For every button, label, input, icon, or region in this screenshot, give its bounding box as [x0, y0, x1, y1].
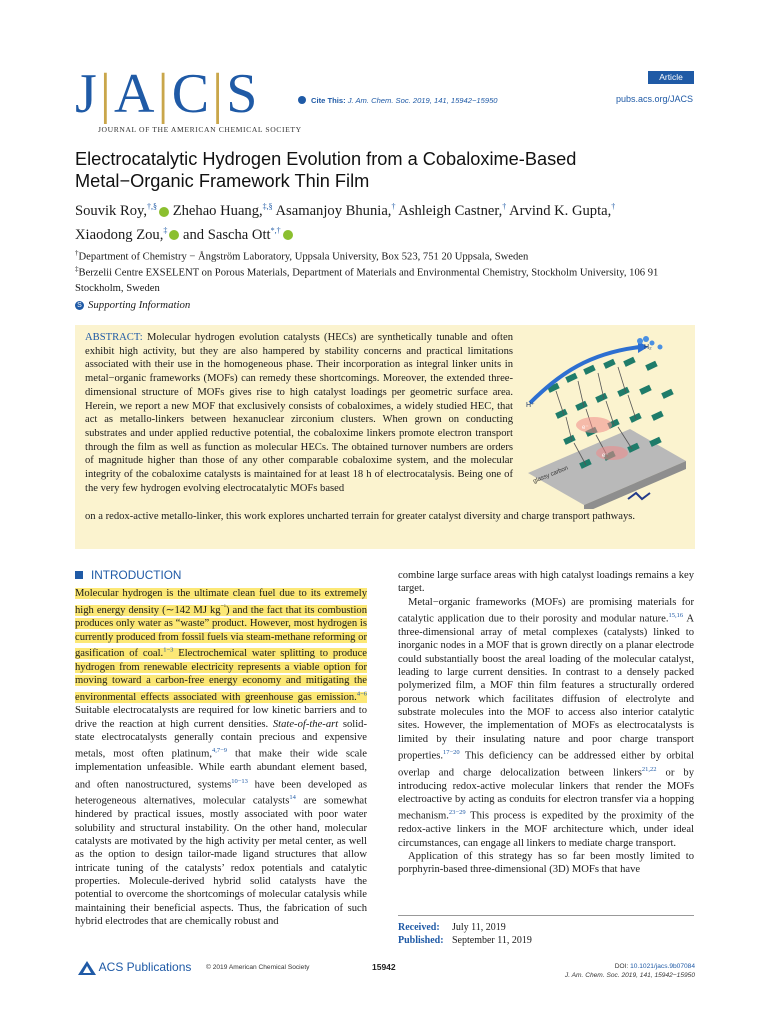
author[interactable]: Ashleigh Castner,† — [398, 202, 507, 219]
citation-link[interactable]: 14 — [289, 794, 296, 802]
abstract-text-tail: on a redox-active metallo-linker, this work explores uncharted terrain for greater catalyst diversity and charge transport pathways. — [85, 511, 636, 522]
affiliation: †Department of Chemistry − Ångström Laboratory, Uppsala University, Box 523, 751 20 Uppsala, Sweden — [75, 249, 529, 263]
toc-graphic — [520, 333, 688, 509]
cite-icon — [298, 96, 306, 104]
article-title: Electrocatalytic Hydrogen Evolution from a Cobaloxime-Based Metal−Organic Framework Thin Film — [75, 149, 577, 191]
toc-substrate-label: glassy carbon — [532, 465, 570, 485]
cite-this[interactable]: Cite This: J. Am. Chem. Soc. 2019, 141, 15942−15950 — [311, 96, 498, 105]
journal-url-link[interactable]: pubs.acs.org/JACS — [616, 94, 694, 104]
citation-link[interactable]: 21,22 — [641, 765, 657, 773]
author[interactable]: and Sascha Ott*,† — [183, 227, 293, 243]
journal-logo: J|A|C|S — [75, 63, 259, 125]
section-marker-icon — [75, 571, 83, 579]
citation-link[interactable]: 17−20 — [443, 749, 460, 756]
article-type-badge: Article — [648, 71, 694, 84]
author-list — [75, 197, 695, 245]
acs-logo-icon — [78, 961, 96, 975]
copyright: © 2019 American Chemical Society — [206, 964, 310, 971]
intro-right-column: combine large surface areas with high catalyst loadings remains a key target. Metal−organic frameworks (MOFs) are promising materials for catalytic application due to their porosity and modular nature.$^{15,16}$ A three-dimensional array of metal complexes (catalysts) linked to inorganic nodes in a MOF that is grown directly on a planar electrode could substantially boost the areal loading of the molecular catalyst, leading to large current densities. In contrast to a densely packed polymerized film, a MOF thin film features a structurally ordered porous network which facilitates diffusion of electrolyte and substrate molecules into the MOF to access also interior catalytic sites. However, the implementation of MOFs as electrocatalysts is limited by their insulating nature and poor charge transport properties.$^{17-20}$ This deficiency can be addressed either by orbital overlap and charge delocalization between linkers$^{21,22}$ or by introducing redox-active molecular linkers that render the MOFs electroactive by acting as conduits for electron transfer via a hopping mechanism.$^{23-29}$ This process is expedited by the proximity of the redox-active linkers in the MOF architecture which, under ideal circumstances, can engage all linkers to mediate charge transport. Application of this strategy has so far been mostly limited to porphyrin-based three-dimensional (3D) MOFs that have — [398, 570, 694, 876]
citation-link[interactable]: 4−6 — [356, 690, 367, 698]
affiliation: ‡Berzelii Centre EXSELENT on Porous Materials, Department of Materials and Environmental Chemistry, Stockholm University, 106 91 Stockholm, Sweden — [75, 265, 659, 294]
doi-block: DOI: 10.1021/jacs.9b07084 J. Am. Chem. Soc. 2019, 141, 15942−15950 — [564, 963, 695, 979]
citation-link[interactable]: 23−29 — [448, 809, 466, 817]
toc-electron-label: e⁻ — [582, 425, 589, 431]
author[interactable]: Xiaodong Zou,‡ — [75, 227, 179, 243]
toc-h2-label: H₂ — [644, 344, 652, 351]
author[interactable]: Asamanjoy Bhunia,† — [275, 202, 396, 219]
journal-subtitle: JOURNAL OF THE AMERICAN CHEMICAL SOCIETY — [98, 125, 302, 134]
citation-link[interactable]: 10−13 — [231, 777, 248, 785]
toc-hplus-label: H⁺ — [526, 402, 535, 409]
acs-publications-logo[interactable]: ACS Publications — [78, 960, 191, 975]
toc-electron-label: e⁻ — [602, 453, 609, 459]
author[interactable]: Zhehao Huang,‡,§ — [172, 202, 273, 219]
abstract-text: ABSTRACT: Molecular hydrogen evolution catalysts (HECs) are synthetically tunable and often exhibit high activity, but they are also hampered by stability concerns and practical limitations associated with their use in the homogeneous phase. Their incorporation as integral linker units in metal−organic frameworks (MOFs) can remedy these shortcomings. Moreover, the extended three-dimensional structure of MOFs gives rise to high catalyst loadings per geometric surface area. Herein, we report a new MOF that exclusively consists of cobaloximes, a widely studied HEC, that act as metallo-linkers between hexanuclear zirconium clusters. When grown on conducting substrates and under applied reductive potential, the cobaloxime linkers promote electron transport through the film as well as function as molecular HECs. The obtained turnover numbers are orders of magnitude higher than those of any other comparable cobaloxime system, and the molecular integrity of the cobaloxime catalysts is maintained for at least 18 h of electrocatalysis. Being one of the very few hydrogen evolving electrocatalytic MOFs based — [85, 332, 513, 494]
orcid-icon[interactable] — [159, 207, 169, 217]
received-date: Received: July 11, 2019 — [398, 922, 506, 933]
abstract-label: ABSTRACT: — [85, 332, 143, 343]
supporting-info-icon[interactable]: S — [75, 301, 84, 310]
citation-link[interactable]: 15,16 — [668, 612, 684, 620]
orcid-icon[interactable] — [169, 230, 179, 240]
intro-left-column: Molecular hydrogen is the ultimate clean fuel due to its extremely high energy density (∼142 MJ $kg^{^{-1}}$) and the fact that its combustion produces only water as “waste” product. However, most hydrogen is currently produced from fossil fuels via steam-methane reforming or gasification of coal.$^{1-3}$ Electrochemical water splitting to produce hydrogen from renewable electricity represents a viable option for moving toward a carbon-free energy economy and mitigating the environmental effects associated with greenhouse gas emission.$^{4-6}$ Suitable electrocatalysts are required for low kinetic barriers and to drive the reaction at high current densities. State-of-the-art solid-state electrocatalysts generally contain precious and expensive metals, most often platinum,$^{4,7-9}$ that make their wide scale implementation unfeasible. While earth abundant element based, and often nanostructured, systems$^{10-13}$ have been developed as heterogeneous alternatives, molecular catalysts$^{14}$ are somewhat hindered by practical issues, mostly associated with poor water solubility and structural instability. On the other hand, molecular catalysts are motivated by the high activity per metal center, as well as the option to design tailor-made ligand structures that allow intricate tuning of the catalysts’ redox potentials and catalytic properties. Molecule-derived hybrid solid catalysts have the potential to overcome the shortcomings of molecular catalysis while maintaining their beneficial aspects. Thus, the fabrication of such hybrid electrodes that are chemically robust and — [75, 588, 368, 928]
supporting-info-link[interactable]: Supporting Information — [88, 299, 191, 311]
author[interactable]: Arvind K. Gupta,† — [509, 202, 616, 219]
page-number: 15942 — [372, 962, 396, 972]
divider — [398, 915, 694, 916]
citation-link[interactable]: 4,7−9 — [211, 747, 228, 755]
author[interactable]: Souvik Roy,†,§ — [75, 203, 169, 219]
doi-link[interactable]: 10.1021/jacs.9b07084 — [630, 963, 695, 970]
orcid-icon[interactable] — [283, 230, 293, 240]
published-date: Published: September 11, 2019 — [398, 935, 532, 946]
section-heading-introduction: INTRODUCTION — [75, 568, 181, 582]
citation-link[interactable]: 1−3 — [163, 646, 174, 654]
